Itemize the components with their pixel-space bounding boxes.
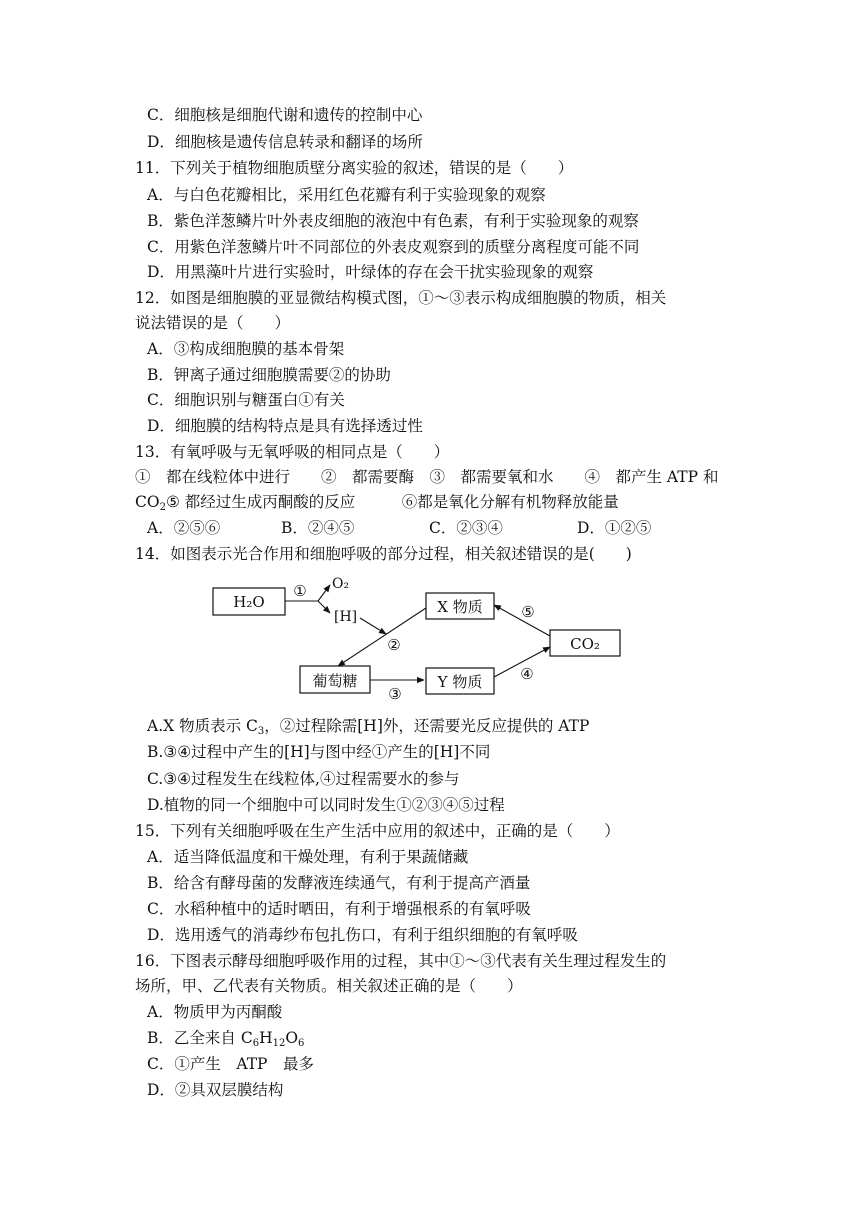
step-2-label: ② xyxy=(387,636,401,654)
q13-items-line1: ① 都在线粒体中进行 ② 都需要酶 ③ 都需要氧和水 ④ 都产生 ATP 和 xyxy=(135,468,719,486)
h-label: [H] xyxy=(334,609,358,625)
step-1-label: ① xyxy=(293,582,307,600)
arrow-h-to-step2 xyxy=(360,618,386,634)
q11-stem: 11．下列关于植物细胞质壁分离实验的叙述，错误的是（ ） xyxy=(135,159,574,177)
q10-option-c: C．细胞核是细胞代谢和遗传的控制中心 xyxy=(147,106,423,124)
q14-option-d: D.植物的同一个细胞中可以同时发生①②③④⑤过程 xyxy=(147,796,505,814)
glucose-label: 葡萄糖 xyxy=(312,672,358,690)
q13-option-b: B．②④⑤ xyxy=(281,519,355,537)
q15-option-d: D．选用透气的消毒纱布包扎伤口，有利于组织细胞的有氧呼吸 xyxy=(147,926,578,944)
co2-label: CO₂ xyxy=(570,635,600,653)
q11-option-a: A．与白色花瓣相比，采用红色花瓣有利于实验现象的观察 xyxy=(147,186,546,204)
q16-option-d: D．②具双层膜结构 xyxy=(147,1081,284,1099)
q16-option-c: C．①产生 ATP 最多 xyxy=(147,1055,314,1073)
q11-option-b: B．紫色洋葱鳞片叶外表皮细胞的液泡中有色素，有利于实验现象的观察 xyxy=(147,212,639,230)
q14-option-a: A.X 物质表示 $C_3$，②过程除需[H]外，还需要光反应提供的 ATP xyxy=(147,717,590,737)
q14-stem: 14．如图表示光合作用和细胞呼吸的部分过程，相关叙述错误的是( ) xyxy=(135,545,632,563)
q16-stem-line1: 16．下图表示酵母细胞呼吸作用的过程，其中①～③代表有关生理过程发生的 xyxy=(135,952,667,970)
x-substance-label: X 物质 xyxy=(437,598,483,616)
q13-option-a: A．②⑤⑥ xyxy=(147,519,221,537)
q10-option-d: D．细胞核是遗传信息转录和翻译的场所 xyxy=(147,133,423,151)
h2o-label: H₂O xyxy=(233,593,265,611)
q13-option-d: D．①②⑤ xyxy=(577,519,652,537)
q14-option-c: C.③④过程发生在线粒体,④过程需要水的参与 xyxy=(147,770,460,788)
arrow-to-h xyxy=(318,601,330,613)
q11-option-d: D．用黑藻叶片进行实验时，叶绿体的存在会干扰实验现象的观察 xyxy=(147,263,594,281)
q12-option-d: D．细胞膜的结构特点是具有选择透过性 xyxy=(147,417,423,435)
step-3-label: ③ xyxy=(388,685,402,703)
q12-option-b: B．钾离子通过细胞膜需要②的协助 xyxy=(147,366,391,384)
q12-stem-line1: 12．如图是细胞膜的亚显微结构模式图，①～③表示构成细胞膜的物质，相关 xyxy=(135,289,667,307)
q15-option-c: C．水稻种植中的适时晒田，有利于增强根系的有氧呼吸 xyxy=(147,900,531,918)
photosynthesis-respiration-diagram xyxy=(200,572,640,712)
arrow-to-o2 xyxy=(318,585,330,601)
q16-option-a: A．物质甲为丙酮酸 xyxy=(147,1003,283,1021)
q15-option-a: A．适当降低温度和干燥处理，有利于果蔬储藏 xyxy=(147,848,469,866)
q13-stem: 13．有氧呼吸与无氧呼吸的相同点是（ ） xyxy=(135,443,450,461)
q11-option-c: C．用紫色洋葱鳞片叶不同部位的外表皮观察到的质壁分离程度可能不同 xyxy=(147,238,640,256)
q15-option-b: B．给含有酵母菌的发酵液连续通气，有利于提高产酒量 xyxy=(147,874,531,892)
q12-option-c: C．细胞识别与糖蛋白①有关 xyxy=(147,391,345,409)
q16-stem-line2: 场所，甲、乙代表有关物质。相关叙述正确的是（ ） xyxy=(135,977,523,995)
step-4-label: ④ xyxy=(520,665,534,683)
q14-option-b: B.③④过程中产生的[H]与图中经①产生的[H]不同 xyxy=(147,743,491,761)
q16-option-b: B．乙全来自 $C_6H_{12}O_6$ xyxy=(147,1029,305,1049)
q12-stem-line2: 说法错误的是（ ） xyxy=(135,314,291,332)
step-5-label: ⑤ xyxy=(521,603,535,621)
q15-stem: 15．下列有关细胞呼吸在生产生活中应用的叙述中，正确的是（ ） xyxy=(135,822,620,840)
q13-option-c: C．②③④ xyxy=(429,519,503,537)
q12-option-a: A．③构成细胞膜的基本骨架 xyxy=(147,340,345,358)
q13-items-line2: $CO_2⑤$ 都经过生成丙酮酸的反应 ⑥都是氧化分解有机物释放能量 xyxy=(135,493,619,513)
o2-label: O₂ xyxy=(332,576,350,592)
y-substance-label: Y 物质 xyxy=(437,673,483,691)
